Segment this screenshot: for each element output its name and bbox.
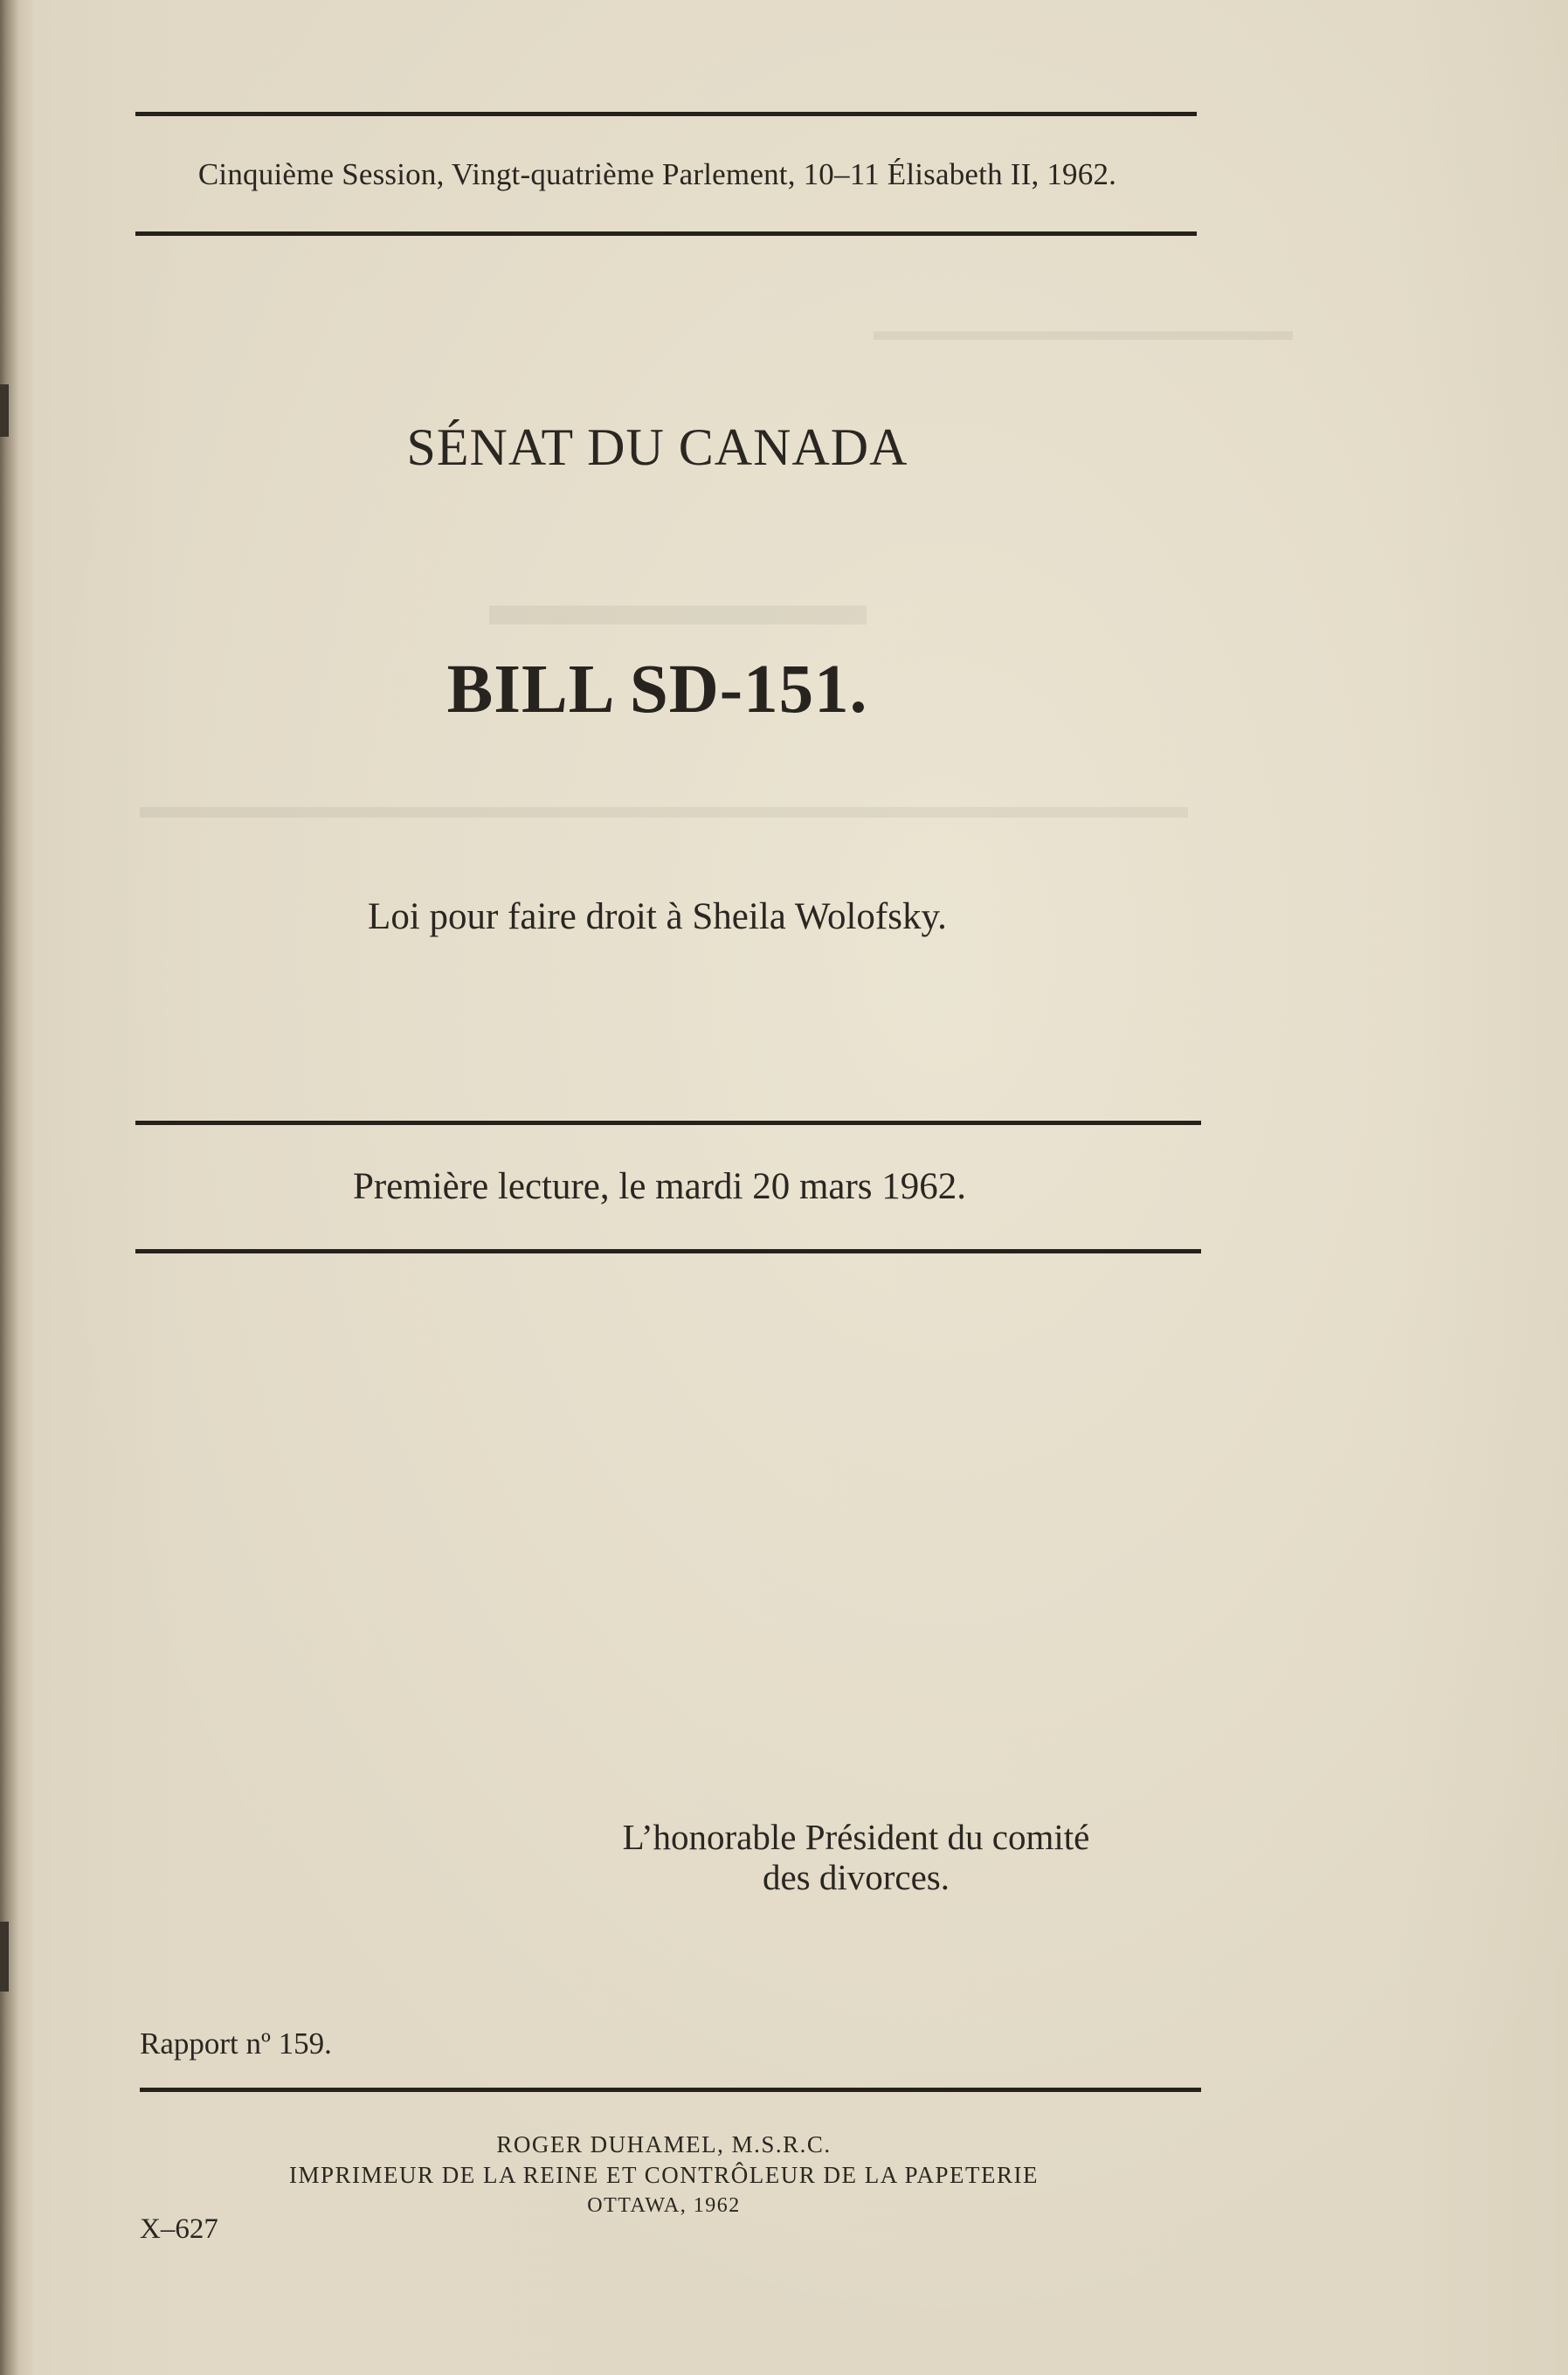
sponsor-block xyxy=(524,1817,1188,1897)
bill-title: Loi pour faire droit à Sheila Wolofsky. xyxy=(368,896,947,937)
printer-place-year: OTTAWA, 1962 xyxy=(587,2194,741,2217)
reading-top-rule xyxy=(135,1121,1201,1125)
footer-rule xyxy=(140,2088,1201,2092)
binding-shadow xyxy=(0,384,9,437)
session-line: Cinquième Session, Vingt-quatrième Parlement, 10–11 Élisabeth II, 1962. xyxy=(197,157,1117,191)
printer-office: IMPRIMEUR DE LA REINE ET CONTRÔLEUR DE LA PAPETERIE xyxy=(288,2162,1039,2188)
top-rule xyxy=(135,112,1197,116)
sponsor-line-1: L’honorable Président du comité xyxy=(622,1817,1090,1857)
header-rule xyxy=(135,231,1197,236)
reading-bottom-rule xyxy=(135,1249,1201,1253)
show-through-text: ▬▬▬▬▬▬▬▬▬▬▬▬▬▬▬▬▬▬▬▬▬▬▬▬▬▬▬▬▬▬ xyxy=(140,786,1188,825)
printer-imprint xyxy=(140,2130,1188,2221)
bill-number: BILL SD-151. xyxy=(446,652,868,728)
binding-shadow xyxy=(0,1922,9,1992)
chamber-name: SÉNAT DU CANADA xyxy=(406,418,908,476)
show-through-text: ▬▬▬▬▬▬▬▬▬▬▬▬▬▬▬ xyxy=(874,314,1293,346)
show-through-text: ▬▬▬▬▬▬ xyxy=(489,569,867,639)
sponsor-line-2: des divorces. xyxy=(762,1857,950,1897)
document-code: X–627 xyxy=(140,2213,218,2245)
printer-name: ROGER DUHAMEL, M.S.R.C. xyxy=(496,2131,832,2158)
report-number: Rapport nº 159. xyxy=(140,2026,332,2061)
first-reading-line: Première lecture, le mardi 20 mars 1962. xyxy=(352,1166,967,1207)
